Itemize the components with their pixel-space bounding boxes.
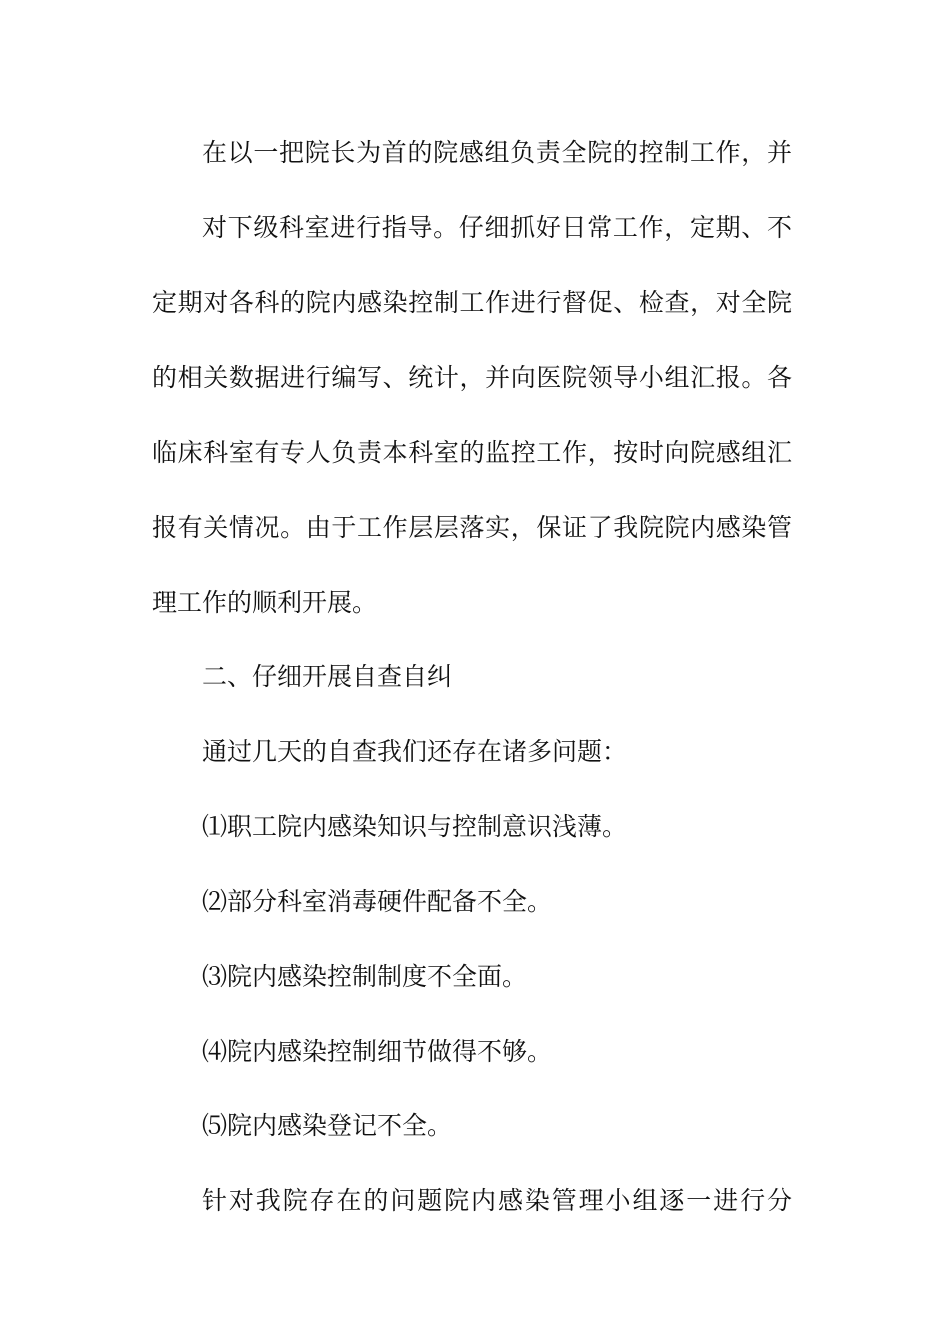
- list-item: ⑵部分科室消毒硬件配备不全。: [202, 887, 553, 916]
- paragraph-line: 通过几天的自查我们还存在诸多问题：: [202, 737, 628, 766]
- paragraph-line: 报有关情况。由于工作层层落实，保证了我院院内感染管: [152, 513, 792, 542]
- list-item: ⑴职工院内感染知识与控制意识浅薄。: [202, 812, 628, 841]
- paragraph-line: 临床科室有专人负责本科室的监控工作，按时向院感组汇: [152, 438, 792, 467]
- paragraph-line: 针对我院存在的问题院内感染管理小组逐一进行分: [202, 1186, 792, 1215]
- paragraph-line: 对下级科室进行指导。仔细抓好日常工作，定期、不: [202, 213, 792, 242]
- section-heading: 二、仔细开展自查自纠: [202, 662, 453, 691]
- paragraph-line: 在以一把院长为首的院感组负责全院的控制工作，并: [202, 138, 792, 167]
- list-item: ⑶院内感染控制制度不全面。: [202, 962, 528, 991]
- paragraph-line: 理工作的顺利开展。: [152, 588, 378, 617]
- paragraph-line: 的相关数据进行编写、统计，并向医院领导小组汇报。各: [152, 363, 792, 392]
- list-item: ⑸院内感染登记不全。: [202, 1111, 453, 1140]
- paragraph-line: 定期对各科的院内感染控制工作进行督促、检查，对全院: [152, 288, 792, 317]
- list-item: ⑷院内感染控制细节做得不够。: [202, 1037, 553, 1066]
